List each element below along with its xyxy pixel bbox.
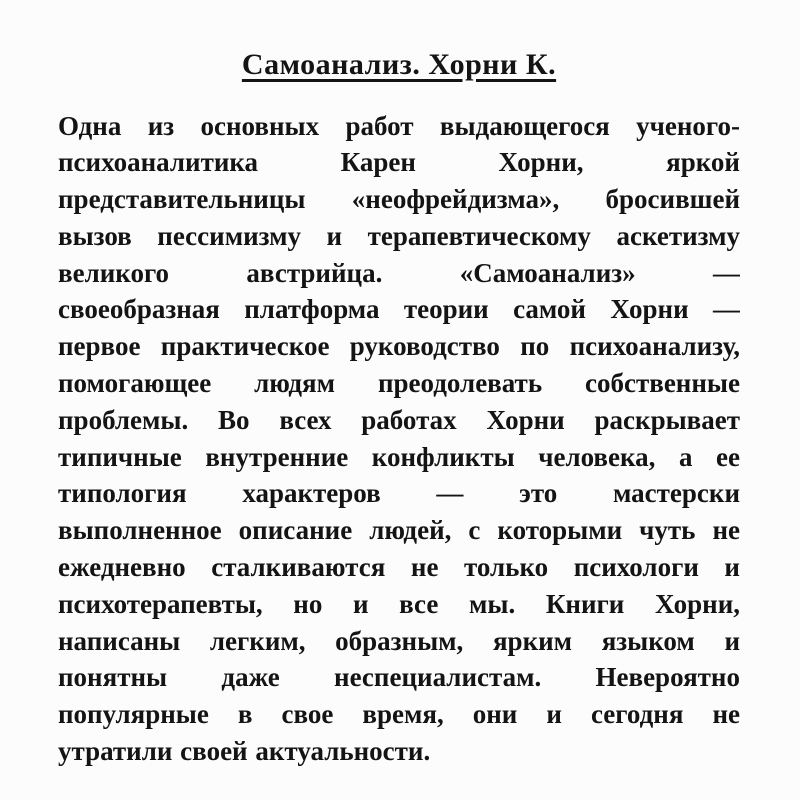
paragraph-line: психотерапевты, но и все мы. Книги Хорни, [58, 588, 740, 619]
body-paragraph [58, 108, 740, 770]
paragraph-line: типология характеров — это мастерски [58, 478, 740, 509]
paragraph-line: проблемы. Во всех работах Хорни раскрывает [58, 404, 740, 435]
page-title: Самоанализ. Хорни К. [241, 48, 557, 81]
paragraph-line: первое практическое руководство по психоанализу, [58, 331, 740, 362]
paragraph-line: ежедневно сталкиваются не только психологи и [58, 552, 740, 583]
paragraph-line: вызов пессимизму и терапевтическому аскетизму [58, 220, 740, 251]
paragraph-line: великого австрийца. «Самоанализ» — [58, 257, 740, 288]
paragraph-line: выполненное описание людей, с которыми чуть не [58, 515, 740, 546]
paragraph-line: представительницы «неофрейдизма», бросившей [58, 184, 740, 215]
paragraph-line: написаны легким, образным, ярким языком и [58, 625, 740, 656]
paragraph-line: типичные внутренние конфликты человека, а ее [58, 441, 740, 472]
paragraph-line: своеобразная платформа теории самой Хорни — [58, 294, 740, 325]
paragraph-line: психоаналитика Карен Хорни, яркой [58, 147, 740, 178]
paragraph-line: Одна из основных работ выдающегося ученого- [58, 110, 740, 141]
paragraph-line: понятны даже неспециалистам. Невероятно [58, 662, 740, 693]
paragraph-line: популярные в свое время, они и сегодня не [58, 699, 740, 730]
paragraph-line: утратили своей актуальности. [58, 736, 431, 767]
paragraph-line: помогающее людям преодолевать собственные [58, 368, 740, 399]
